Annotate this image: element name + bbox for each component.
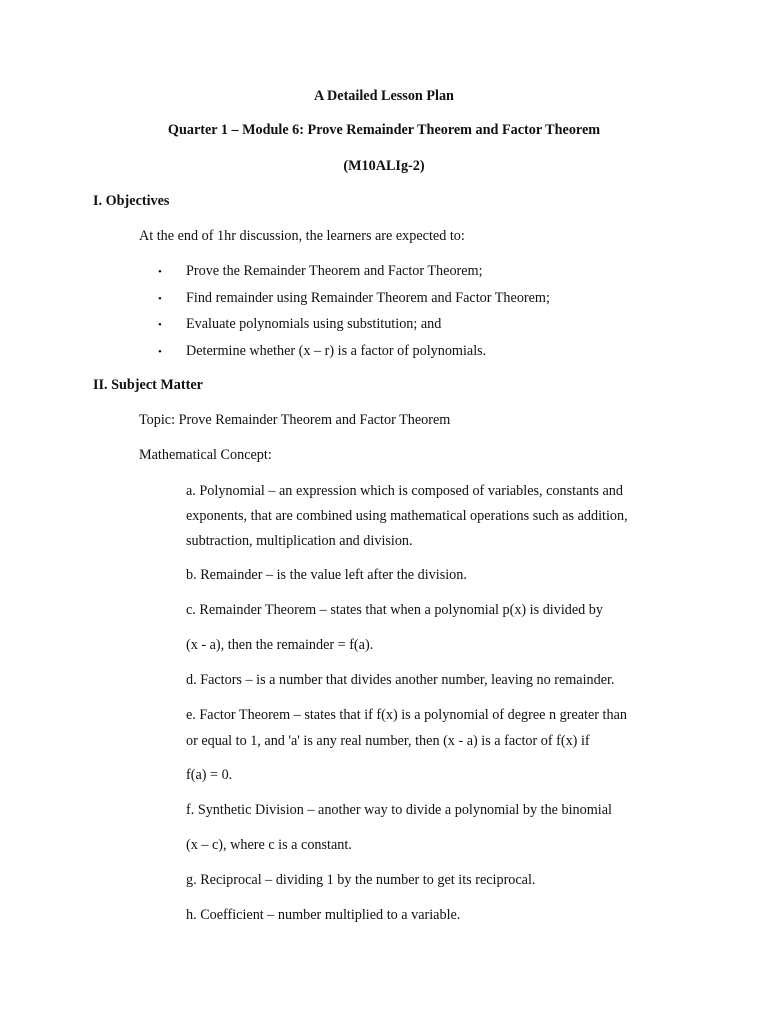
concept-synthetic-division: f. Synthetic Division – another way to divide a polynomial by the binomial	[186, 802, 612, 818]
topic-line: Topic: Prove Remainder Theorem and Factor Theorem	[139, 412, 451, 428]
concept-remainder: b. Remainder – is the value left after the division.	[186, 567, 467, 583]
concept-remainder-theorem-cont: (x - a), then the remainder = f(a).	[186, 637, 374, 653]
concept-polynomial-cont: subtraction, multiplication and division.	[186, 533, 413, 549]
module-title: Quarter 1 – Module 6: Prove Remainder Theorem and Factor Theorem	[167, 122, 601, 138]
concept-factors: d. Factors – is a number that divides another number, leaving no remainder.	[186, 672, 615, 688]
concept-factor-theorem-cont: f(a) = 0.	[186, 767, 233, 783]
concept-remainder-theorem: c. Remainder Theorem – states that when a polynomial p(x) is divided by	[186, 602, 603, 618]
concept-synthetic-division-cont: (x – c), where c is a constant.	[186, 837, 352, 853]
concept-factor-theorem: e. Factor Theorem – states that if f(x) is a polynomial of degree n greater than	[186, 707, 627, 723]
concept-reciprocal: g. Reciprocal – dividing 1 by the number to get its reciprocal.	[186, 872, 536, 888]
concept-polynomial-cont: exponents, that are combined using mathematical operations such as addition,	[186, 508, 628, 524]
concept-polynomial: a. Polynomial – an expression which is composed of variables, constants and	[186, 483, 623, 499]
objectives-intro: At the end of 1hr discussion, the learners are expected to:	[139, 228, 465, 244]
bullet-icon: •	[158, 319, 162, 331]
objective-item: Determine whether (x – r) is a factor of polynomials.	[186, 343, 487, 359]
concept-label: Mathematical Concept:	[139, 447, 272, 463]
competency-code: (M10ALIg-2)	[343, 158, 425, 174]
bullet-icon: •	[158, 346, 162, 358]
concept-factor-theorem-cont: or equal to 1, and 'a' is any real number, then (x - a) is a factor of f(x) if	[186, 733, 590, 749]
subject-matter-heading: II. Subject Matter	[93, 377, 203, 393]
bullet-icon: •	[158, 293, 162, 305]
objective-item: Find remainder using Remainder Theorem and Factor Theorem;	[186, 290, 550, 306]
concept-coefficient: h. Coefficient – number multiplied to a variable.	[186, 907, 461, 923]
objectives-heading: I. Objectives	[93, 193, 170, 209]
objective-item: Evaluate polynomials using substitution; and	[186, 316, 442, 332]
objective-item: Prove the Remainder Theorem and Factor Theorem;	[186, 263, 483, 279]
document-title: A Detailed Lesson Plan	[314, 88, 454, 104]
bullet-icon: •	[158, 266, 162, 278]
